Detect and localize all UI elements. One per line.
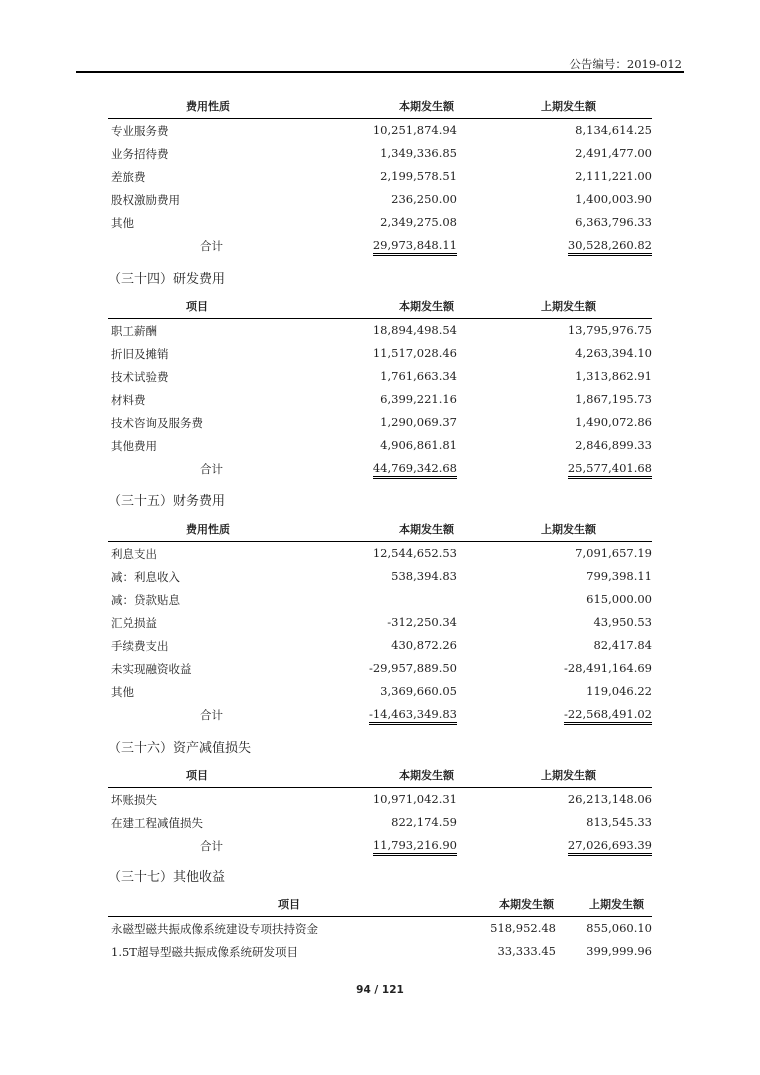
column-header: 费用性质 [186, 100, 230, 113]
previous-amount: 82,417.84 [593, 638, 652, 652]
row-label: 汇兑损益 [111, 616, 157, 630]
current-amount: 518,952.48 [490, 921, 556, 935]
table-row [108, 365, 652, 388]
notice-code: 公告编号：2019-012 [569, 57, 682, 71]
previous-amount: 2,491,477.00 [575, 146, 652, 160]
table-row [108, 634, 652, 657]
current-amount: 1,761,663.34 [380, 369, 457, 383]
current-total: 29,973,848.11 [373, 238, 457, 256]
total-label: 合计 [200, 462, 223, 476]
row-label: 材料费 [111, 393, 146, 407]
column-header: 上期发生额 [541, 523, 596, 536]
total-label: 合计 [200, 839, 223, 853]
table-row [108, 542, 652, 565]
column-header: 本期发生额 [399, 523, 454, 536]
row-label: 技术试验费 [111, 370, 169, 384]
table-row [108, 588, 652, 611]
previous-amount: 399,999.96 [586, 944, 652, 958]
row-label: 减：利息收入 [111, 570, 180, 584]
previous-amount: 43,950.53 [593, 615, 652, 629]
row-label: 技术咨询及服务费 [111, 416, 203, 430]
previous-amount: 1,313,862.91 [575, 369, 652, 383]
current-amount: 822,174.59 [391, 815, 457, 829]
previous-amount: 7,091,657.19 [575, 546, 652, 560]
table-header [108, 764, 652, 788]
table-row [108, 388, 652, 411]
column-header: 项目 [278, 898, 300, 911]
previous-amount: 13,795,976.75 [567, 323, 652, 337]
other-income-table [108, 893, 652, 963]
column-header: 费用性质 [186, 523, 230, 536]
row-label: 业务招待费 [111, 147, 169, 161]
row-label: 其他 [111, 685, 134, 699]
table-row [108, 788, 652, 811]
column-header: 项目 [186, 300, 208, 313]
current-amount: 1,290,069.37 [380, 415, 457, 429]
column-header: 项目 [186, 769, 208, 782]
previous-amount: 813,545.33 [586, 815, 652, 829]
total-row [108, 457, 652, 480]
current-total: 11,793,216.90 [373, 838, 457, 856]
table-row [108, 119, 652, 142]
previous-amount: 2,846,899.33 [575, 438, 652, 452]
total-row [108, 834, 652, 857]
column-header: 上期发生额 [541, 100, 596, 113]
row-label: 未实现融资收益 [111, 662, 192, 676]
previous-amount: 615,000.00 [586, 592, 652, 606]
row-label: 减：贷款贴息 [111, 593, 180, 607]
table-row [108, 811, 652, 834]
previous-amount: -28,491,164.69 [563, 661, 652, 675]
section-title: （三十四）研发费用 [108, 272, 226, 287]
table-header [108, 295, 652, 319]
current-amount: 3,369,660.05 [380, 684, 457, 698]
previous-amount: 8,134,614.25 [575, 123, 652, 137]
table-row [108, 142, 652, 165]
total-label: 合计 [200, 239, 223, 253]
total-row [108, 234, 652, 257]
previous-amount: 1,867,195.73 [575, 392, 652, 406]
row-label: 利息支出 [111, 547, 157, 561]
table-row [108, 565, 652, 588]
current-amount: -29,957,889.50 [368, 661, 457, 675]
table-row [108, 411, 652, 434]
row-label: 其他费用 [111, 439, 157, 453]
column-header: 本期发生额 [399, 100, 454, 113]
current-amount: 11,517,028.46 [372, 346, 457, 360]
row-label: 坏账损失 [111, 793, 157, 807]
table-row [108, 342, 652, 365]
current-amount: -312,250.34 [387, 615, 457, 629]
row-label: 其他 [111, 216, 134, 230]
table-header [108, 95, 652, 119]
row-label: 折旧及摊销 [111, 347, 169, 361]
previous-amount: 1,490,072.86 [575, 415, 652, 429]
current-total: -14,463,349.83 [369, 707, 457, 725]
row-label: 手续费支出 [111, 639, 169, 653]
page-number: 94 / 121 [356, 984, 404, 996]
column-header: 上期发生额 [541, 300, 596, 313]
table-row [108, 434, 652, 457]
previous-total: 25,577,401.68 [568, 461, 652, 479]
table-row [108, 211, 652, 234]
column-header: 本期发生额 [499, 898, 554, 911]
previous-amount: 119,046.22 [586, 684, 652, 698]
section-title: （三十五）财务费用 [108, 494, 226, 509]
previous-amount: 26,213,148.06 [567, 792, 652, 806]
column-header: 本期发生额 [399, 769, 454, 782]
current-amount: 2,199,578.51 [380, 169, 457, 183]
current-amount: 236,250.00 [391, 192, 457, 206]
row-label: 永磁型磁共振成像系统建设专项扶持资金 [111, 922, 318, 936]
previous-amount: 799,398.11 [586, 569, 652, 583]
current-total: 44,769,342.68 [373, 461, 457, 479]
current-amount: 538,394.83 [391, 569, 457, 583]
admin-expense-table [108, 95, 652, 257]
table-row [108, 165, 652, 188]
row-label: 1.5T超导型磁共振成像系统研发项目 [111, 945, 298, 959]
table-row [108, 611, 652, 634]
column-header: 上期发生额 [541, 769, 596, 782]
previous-total: 27,026,693.39 [568, 838, 652, 856]
current-amount: 18,894,498.54 [372, 323, 457, 337]
section-title: （三十六）资产减值损失 [108, 741, 252, 756]
current-amount: 6,399,221.16 [380, 392, 457, 406]
table-row [108, 657, 652, 680]
impairment-loss-table [108, 764, 652, 857]
row-label: 职工薪酬 [111, 324, 157, 338]
current-amount: 10,251,874.94 [372, 123, 457, 137]
table-header [108, 518, 652, 542]
current-amount: 1,349,336.85 [380, 146, 457, 160]
previous-amount: 2,111,221.00 [575, 169, 652, 183]
previous-amount: 855,060.10 [586, 921, 652, 935]
section-title: （三十七）其他收益 [108, 870, 226, 885]
header-rule [76, 71, 684, 73]
previous-amount: 6,363,796.33 [575, 215, 652, 229]
column-header: 上期发生额 [589, 898, 644, 911]
row-label: 股权激励费用 [111, 193, 180, 207]
previous-amount: 4,263,394.10 [575, 346, 652, 360]
rnd-expense-table [108, 295, 652, 480]
current-amount: 430,872.26 [391, 638, 457, 652]
table-row [108, 680, 652, 703]
current-amount: 33,333.45 [497, 944, 556, 958]
current-amount: 4,906,861.81 [380, 438, 457, 452]
table-row [108, 940, 652, 963]
table-row [108, 917, 652, 940]
current-amount: 2,349,275.08 [380, 215, 457, 229]
row-label: 差旅费 [111, 170, 146, 184]
total-label: 合计 [200, 708, 223, 722]
table-row [108, 188, 652, 211]
table-row [108, 319, 652, 342]
current-amount: 12,544,652.53 [372, 546, 457, 560]
row-label: 在建工程减值损失 [111, 816, 203, 830]
current-amount: 10,971,042.31 [372, 792, 457, 806]
previous-total: -22,568,491.02 [564, 707, 652, 725]
finance-expense-table [108, 518, 652, 726]
column-header: 本期发生额 [399, 300, 454, 313]
row-label: 专业服务费 [111, 124, 169, 138]
total-row [108, 703, 652, 726]
previous-amount: 1,400,003.90 [575, 192, 652, 206]
table-header [108, 893, 652, 917]
previous-total: 30,528,260.82 [568, 238, 652, 256]
